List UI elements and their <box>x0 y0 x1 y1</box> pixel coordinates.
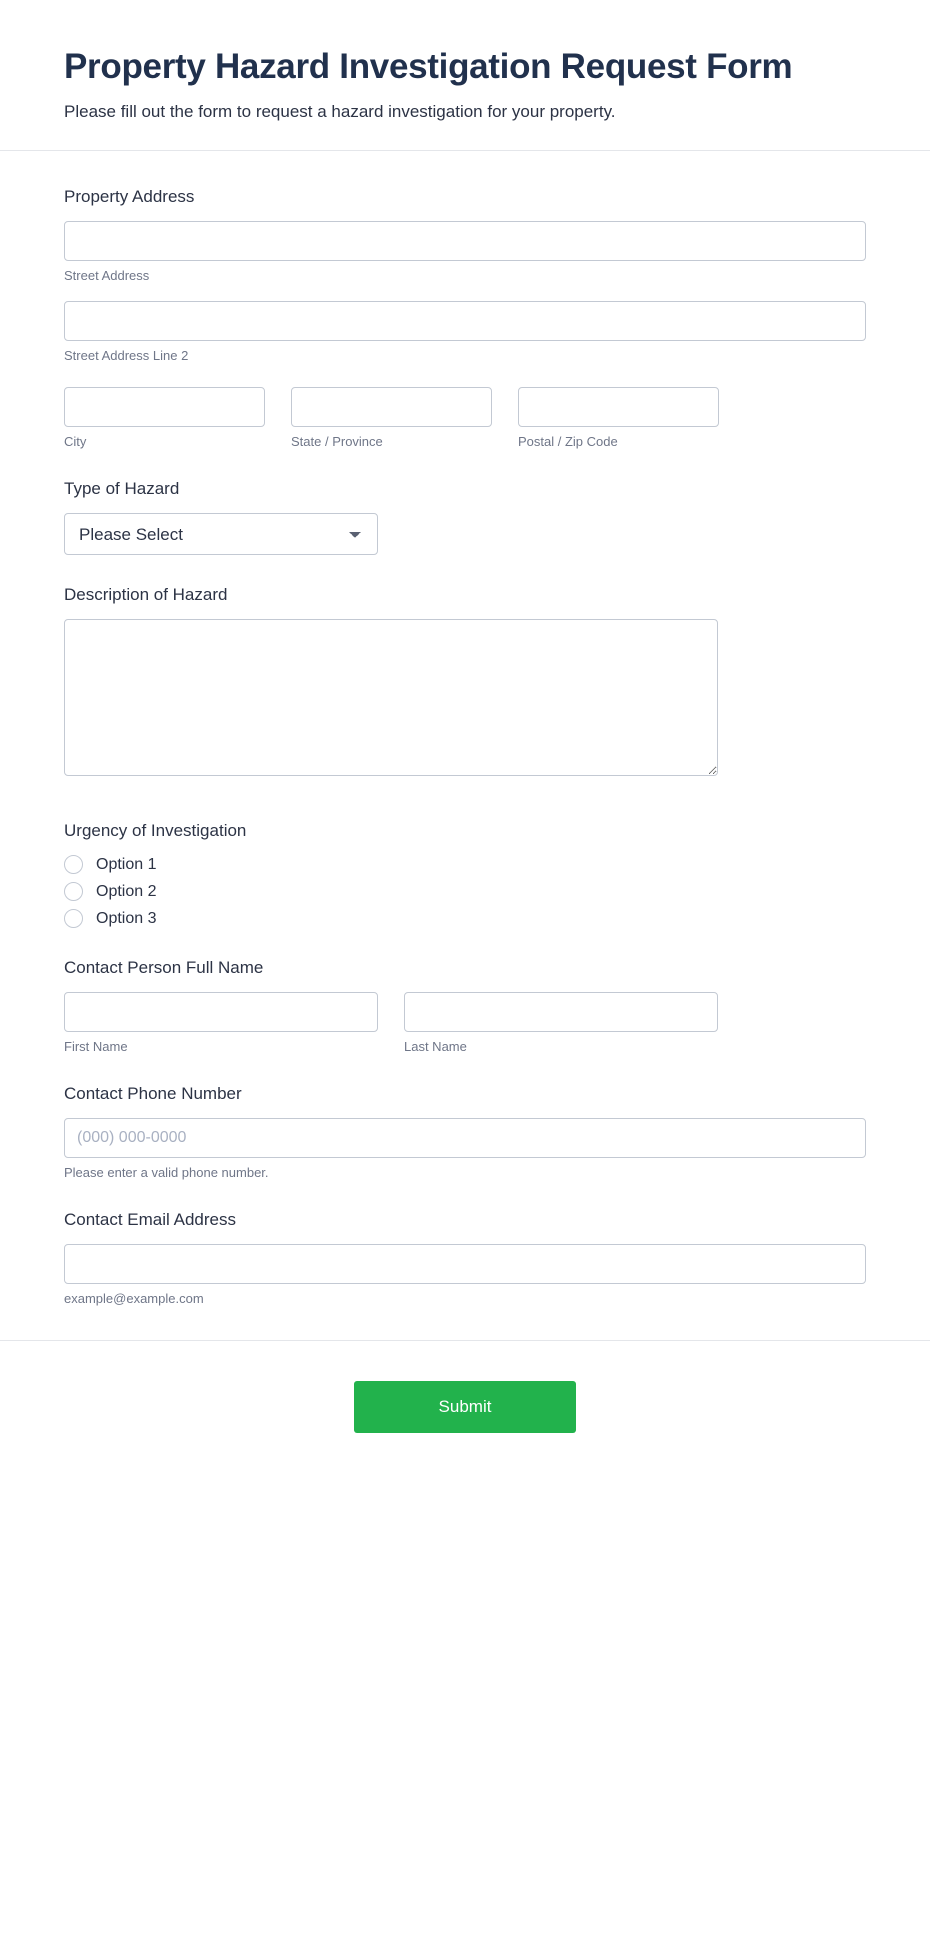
street-address-sublabel: Street Address <box>64 268 150 284</box>
contact-phone-input[interactable] <box>64 1118 866 1158</box>
submit-button[interactable]: Submit <box>354 1381 576 1433</box>
state-group <box>291 387 492 449</box>
contact-email-sublabel: example@example.com <box>64 1291 204 1307</box>
contact-phone-label: Contact Phone Number <box>64 1084 242 1104</box>
urgency-option-3-label: Option 3 <box>96 909 157 927</box>
city-group <box>64 387 265 449</box>
first-name-input[interactable] <box>64 992 378 1032</box>
form-body <box>0 151 930 1306</box>
urgency-option-1-label: Option 1 <box>96 855 157 873</box>
street-address-line2-sublabel: Street Address Line 2 <box>64 348 189 364</box>
contact-name-row <box>64 992 866 1054</box>
contact-phone-sublabel: Please enter a valid phone number. <box>64 1165 269 1181</box>
form-header <box>0 0 930 151</box>
state-province-sublabel: State / Province <box>291 434 383 450</box>
contact-name-label: Contact Person Full Name <box>64 958 264 978</box>
last-name-input[interactable] <box>404 992 718 1032</box>
radio-icon[interactable] <box>64 882 83 901</box>
hazard-description-textarea[interactable] <box>64 619 718 776</box>
hazard-type-select[interactable] <box>64 513 378 555</box>
page-subtitle: Please fill out the form to request a hazard investigation for your property. <box>64 101 616 121</box>
street-address-input[interactable] <box>64 221 866 261</box>
field-property-address <box>64 187 866 449</box>
last-name-group <box>404 992 718 1054</box>
address-city-state-zip-row <box>64 387 866 449</box>
field-urgency <box>64 821 866 928</box>
first-name-sublabel: First Name <box>64 1039 128 1055</box>
hazard-description-label: Description of Hazard <box>64 585 228 605</box>
city-input[interactable] <box>64 387 265 427</box>
urgency-option-2[interactable] <box>64 882 866 901</box>
last-name-sublabel: Last Name <box>404 1039 467 1055</box>
postal-zip-sublabel: Postal / Zip Code <box>518 434 618 450</box>
radio-icon[interactable] <box>64 855 83 874</box>
field-contact-name <box>64 958 866 1054</box>
city-sublabel: City <box>64 434 87 450</box>
street-address-line2-input[interactable] <box>64 301 866 341</box>
field-contact-phone <box>64 1084 866 1180</box>
property-address-label: Property Address <box>64 187 195 207</box>
urgency-option-1[interactable] <box>64 855 866 874</box>
postal-group <box>518 387 719 449</box>
field-hazard-description <box>64 585 866 781</box>
urgency-option-3[interactable] <box>64 909 866 928</box>
first-name-group <box>64 992 378 1054</box>
urgency-option-2-label: Option 2 <box>96 882 157 900</box>
radio-icon[interactable] <box>64 909 83 928</box>
contact-email-input[interactable] <box>64 1244 866 1284</box>
hazard-type-label: Type of Hazard <box>64 479 180 499</box>
urgency-label: Urgency of Investigation <box>64 821 247 841</box>
page-title: Property Hazard Investigation Request Form <box>64 47 793 86</box>
state-province-input[interactable] <box>291 387 492 427</box>
form-footer <box>0 1340 930 1481</box>
postal-zip-input[interactable] <box>518 387 719 427</box>
field-hazard-type <box>64 479 866 555</box>
contact-email-label: Contact Email Address <box>64 1210 236 1230</box>
field-contact-email <box>64 1210 866 1306</box>
